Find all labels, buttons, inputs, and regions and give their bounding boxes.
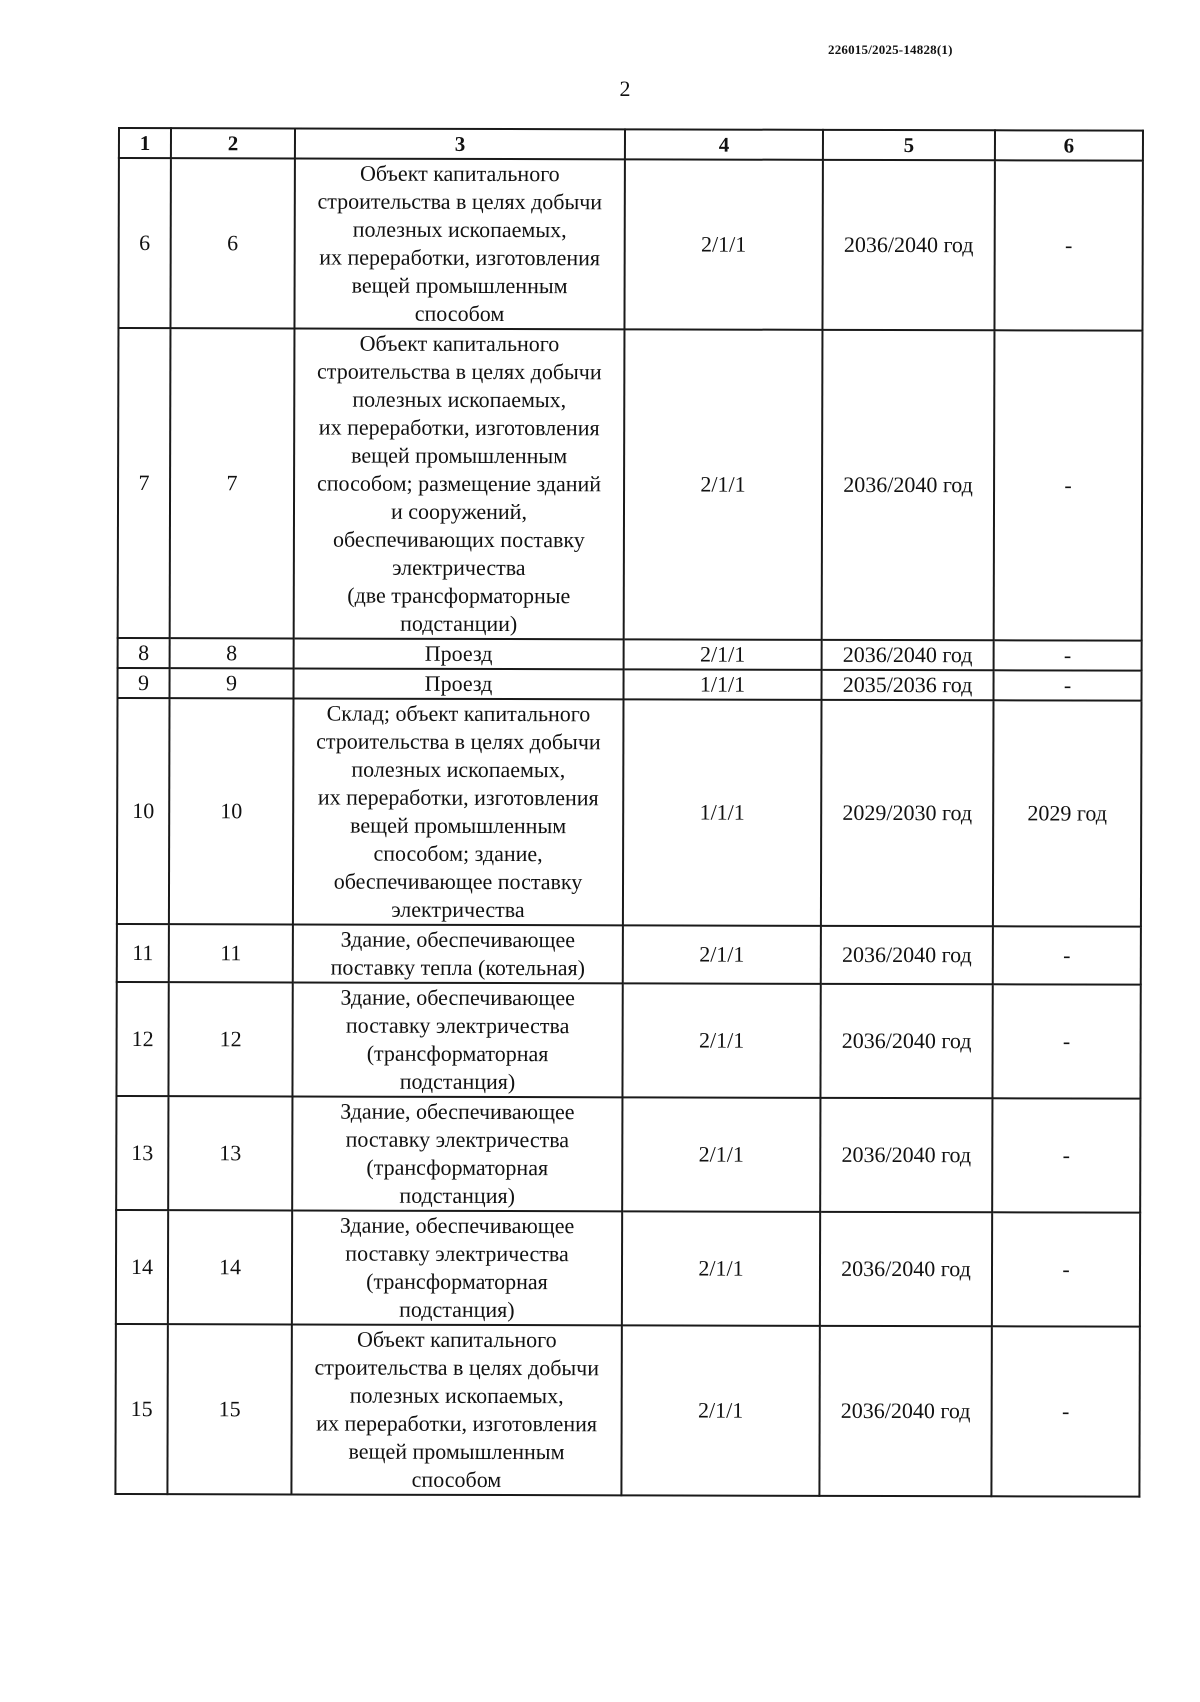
table-cell: 9 — [118, 668, 170, 698]
table-cell: - — [994, 670, 1142, 700]
table-cell: 11 — [117, 924, 169, 982]
table-row — [117, 698, 1142, 927]
table-cell: 7 — [170, 328, 295, 638]
table-cell: 2036/2040 год — [822, 160, 994, 330]
table-cell: 2/1/1 — [621, 1325, 819, 1496]
column-header: 5 — [823, 130, 995, 160]
table-cell-description: Проезд — [294, 638, 624, 669]
table-cell: 2036/2040 год — [819, 1326, 991, 1496]
table-cell: 11 — [169, 924, 293, 982]
table-row — [116, 982, 1140, 1099]
table-row — [118, 668, 1142, 701]
table-cell: 6 — [170, 158, 294, 328]
table-cell: 10 — [169, 698, 294, 924]
table-row — [118, 638, 1142, 671]
table-cell: - — [994, 330, 1143, 640]
table-cell: 8 — [170, 638, 294, 668]
table-row — [118, 328, 1143, 641]
table-cell: - — [992, 1098, 1140, 1212]
table-cell: - — [992, 1212, 1140, 1326]
table-cell: - — [991, 1326, 1139, 1496]
table-cell: 15 — [167, 1324, 291, 1494]
table-cell: - — [994, 160, 1142, 330]
table-cell: 1/1/1 — [624, 669, 822, 700]
column-header: 3 — [295, 128, 625, 159]
table-cell-description: Здание, обеспечивающее поставку электричества (трансформаторная подстанция) — [292, 982, 622, 1097]
table-cell: 2/1/1 — [622, 983, 820, 1098]
table-cell-description: Объект капитального строительства в целях добычи полезных ископаемых, их переработки, изготовления вещей промышленным способом — [291, 1324, 621, 1495]
data-table — [114, 127, 1144, 1498]
table-cell: 14 — [116, 1210, 168, 1324]
table-cell: 9 — [170, 668, 294, 698]
table-cell: 2036/2040 год — [820, 1098, 992, 1212]
table-header-row — [119, 128, 1143, 161]
table-cell: 13 — [116, 1096, 168, 1210]
table-cell-description: Объект капитального строительства в целях добычи полезных ископаемых, их переработки, изготовления вещей промышленным способом; размещение зданий и сооружений, обеспечивающих поставку электричества (две трансформаторные подстанции) — [294, 328, 625, 639]
column-header: 2 — [171, 128, 295, 158]
table-cell: 2036/2040 год — [820, 984, 992, 1098]
table-cell: 15 — [115, 1324, 167, 1494]
table-row — [116, 1096, 1140, 1213]
table-row — [117, 924, 1141, 985]
column-header: 4 — [625, 129, 823, 160]
table-cell-description: Здание, обеспечивающее поставку электричества (трансформаторная подстанция) — [292, 1096, 622, 1211]
table-cell: 13 — [168, 1096, 292, 1210]
table-cell: 2036/2040 год — [821, 926, 993, 984]
table-cell: - — [992, 984, 1140, 1098]
table-cell: 2029/2030 год — [821, 700, 994, 926]
table-cell: 14 — [168, 1210, 292, 1324]
table-cell: 2036/2040 год — [822, 640, 994, 670]
table-cell-description: Здание, обеспечивающее поставку электричества (трансформаторная подстанция) — [292, 1210, 622, 1325]
table-cell: 2035/2036 год — [822, 670, 994, 700]
column-header: 6 — [995, 130, 1143, 160]
table-cell: - — [993, 926, 1141, 984]
table-cell: 2/1/1 — [624, 639, 822, 670]
table-row — [118, 158, 1142, 331]
table-cell: 6 — [118, 158, 170, 328]
table-cell: 2036/2040 год — [820, 1212, 992, 1326]
table-cell: 2029 год — [993, 700, 1142, 926]
table-cell: 8 — [118, 638, 170, 668]
table-cell: 2/1/1 — [624, 329, 823, 640]
table-cell: 2/1/1 — [622, 1211, 820, 1326]
table-cell-description: Склад; объект капитального строительства в целях добычи полезных ископаемых, их переработки, изготовления вещей промышленным способом; здание, обеспечивающее поставку электричества — [293, 698, 624, 925]
table-cell: 10 — [117, 698, 170, 924]
table-cell: 7 — [118, 328, 171, 638]
table-cell: 2/1/1 — [622, 1097, 820, 1212]
document-number: 226015/2025-14828(1) — [828, 42, 953, 57]
table-cell-description: Здание, обеспечивающее поставку тепла (котельная) — [293, 924, 623, 983]
table-cell: 1/1/1 — [623, 699, 822, 926]
table-cell: - — [994, 640, 1142, 670]
table-row — [116, 1210, 1140, 1327]
table-row — [115, 1324, 1139, 1497]
page-number: 2 — [619, 76, 631, 101]
table-cell: 12 — [168, 982, 292, 1096]
table-cell: 12 — [116, 982, 168, 1096]
table-cell: 2/1/1 — [624, 159, 822, 330]
table-cell: 2/1/1 — [623, 925, 821, 984]
table-cell-description: Объект капитального строительства в целях добычи полезных ископаемых, их переработки, изготовления вещей промышленным способом — [294, 158, 624, 329]
column-header: 1 — [119, 128, 171, 158]
table-cell: 2036/2040 год — [822, 330, 995, 640]
table-cell-description: Проезд — [294, 668, 624, 699]
